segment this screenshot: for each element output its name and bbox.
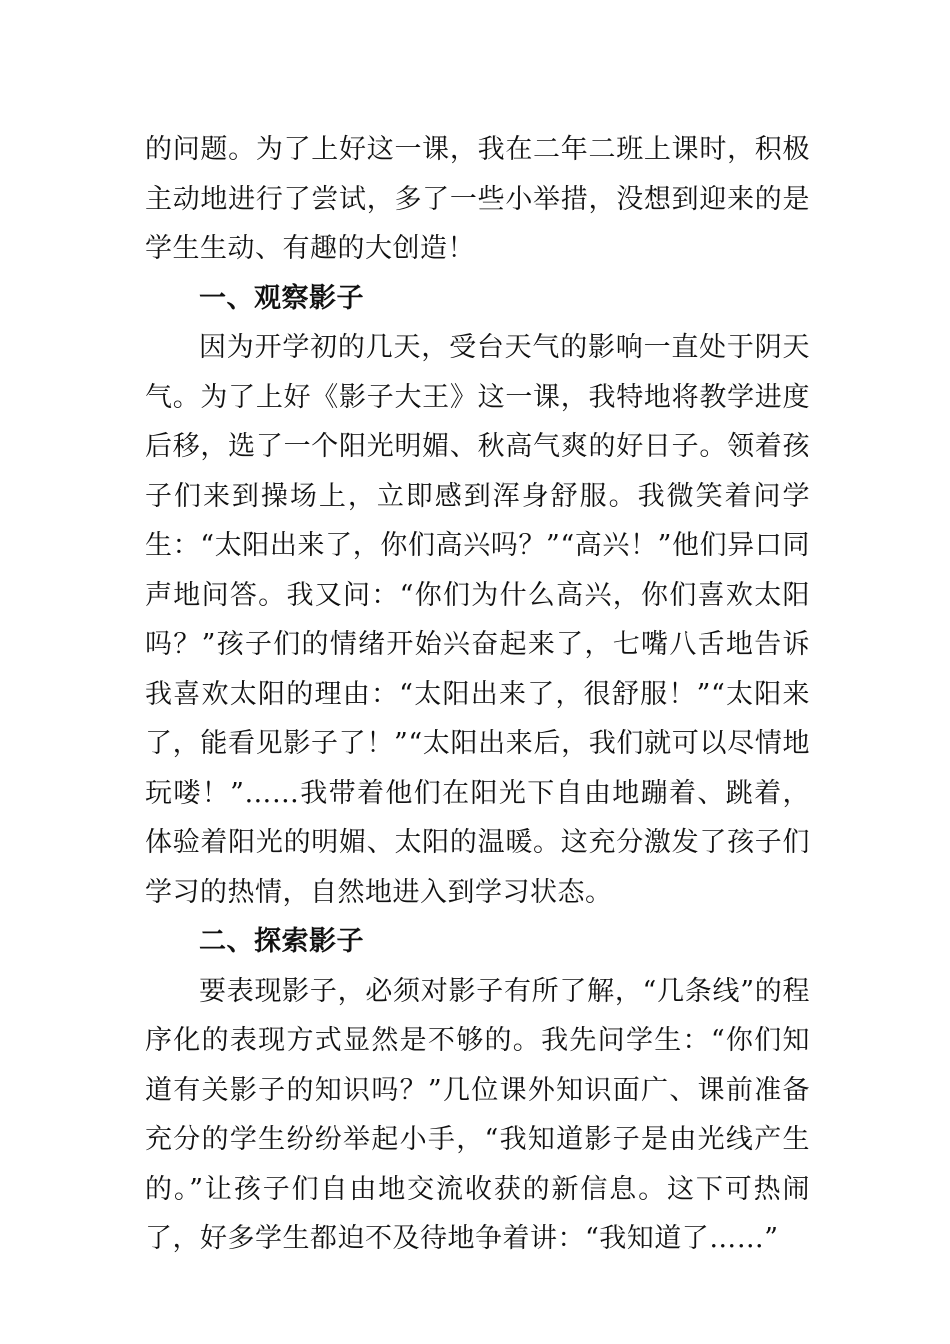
section-paragraph-explore: 要表现影子，必须对影子有所了解，“几条线”的程序化的表现方式显然是不够的。我先问学生：“你们知道有关影子的知识吗？”几位课外知识面广、课前准备充分的学生纷纷举起小手，“我知道影子是由光线产生的。”让孩子们自由地交流收获的新信息。这下可热闹了，好多学生都迫不及待地争着讲：“我知道了……”: [145, 975, 810, 1254]
section-heading-explore: 二、探索影子: [199, 926, 364, 957]
document-body: [145, 125, 810, 1264]
section-paragraph-observe: 因为开学初的几天，受台天气的影响一直处于阴天气。为了上好《影子大王》这一课，我特地将教学进度后移，选了一个阳光明媚、秋高气爽的好日子。领着孩子们来到操场上，立即感到浑身舒服。我微笑着问学生：“太阳出来了，你们高兴吗？”“高兴！”他们异口同声地问答。我又问：“你们为什么高兴，你们喜欢太阳吗？”孩子们的情绪开始兴奋起来了，七嘴八舌地告诉我喜欢太阳的理由：“太阳出来了，很舒服！”“太阳来了，能看见影子了！”“太阳出来后，我们就可以尽情地玩喽！”……我带着他们在阳光下自由地蹦着、跳着，体验着阳光的明媚、太阳的温暖。这充分激发了孩子们学习的热情，自然地进入到学习状态。: [145, 332, 810, 908]
section-heading-observe: 一、观察影子: [199, 282, 364, 314]
intro-paragraph: 的问题。为了上好这一课，我在二年二班上课时，积极主动地进行了尝试，多了一些小举措，没想到迎来的是学生生动、有趣的大创造！: [145, 134, 810, 264]
